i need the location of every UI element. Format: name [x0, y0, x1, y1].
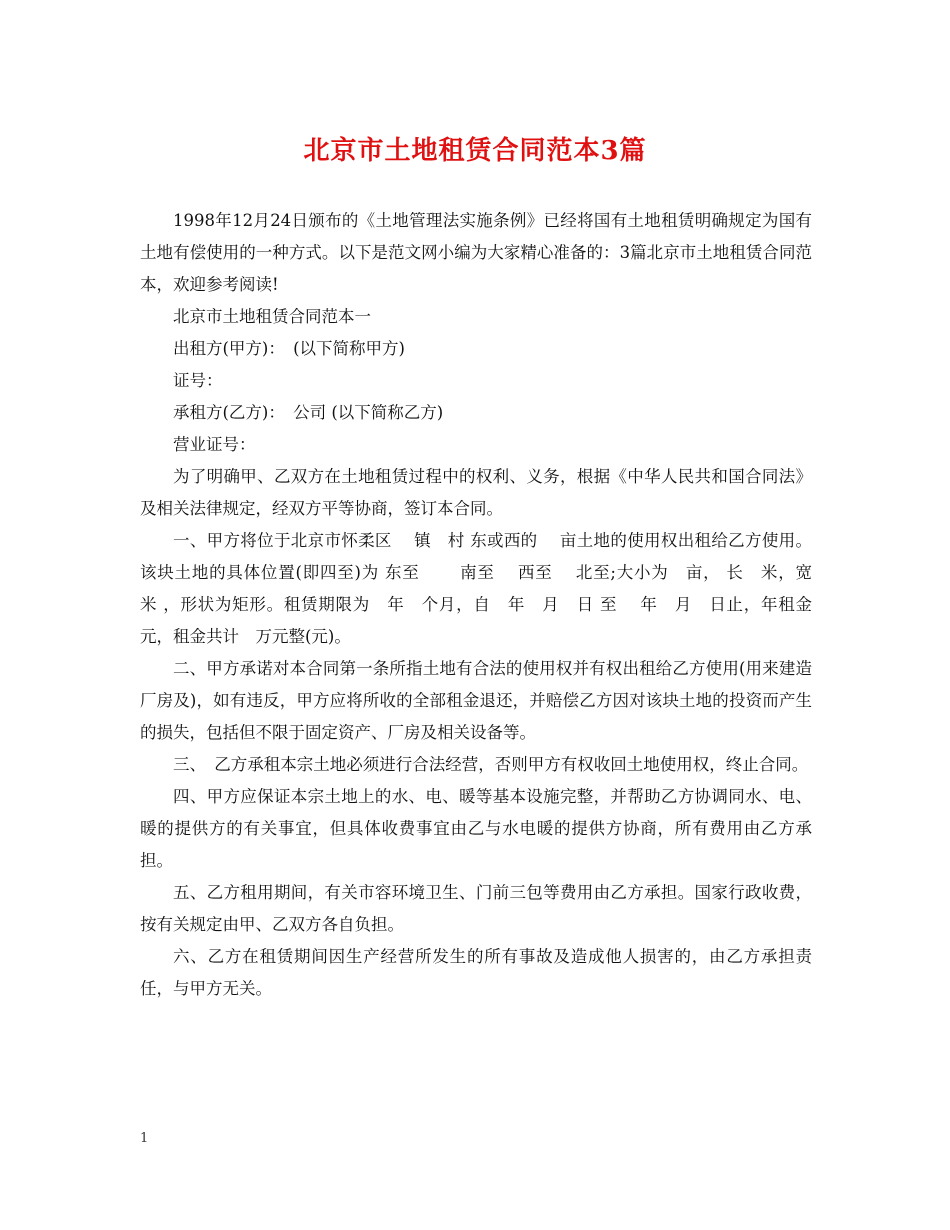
clause-1: 一、甲方将位于北京市怀柔区 镇 村 东或西的 亩土地的使用权出租给乙方使用。该块土地的具体位置(即四至)为 东至 南至 西至 北至;大小为 亩， 长 米，宽 米 ，形状为矩形。租赁期限为 年 个月，自 年 月 日 至 年 月 日止，年租金元，租金共计 万元整(元)。: [140, 531, 834, 646]
clause-2: 二、甲方承诺对本合同第一条所指土地有合法的使用权并有权出租给乙方使用(用来建造厂房及)，如有违反，甲方应将所收的全部租金退还，并赔偿乙方因对该块土地的投资而产生的损失，包括但不限于固定资产、厂房及相关设备等。: [140, 659, 812, 742]
business-license-line: 营业证号：: [173, 435, 256, 454]
page-number: 1: [140, 1131, 149, 1146]
document-title: 北京市土地租赁合同范本3篇: [303, 136, 647, 166]
document-body: [140, 205, 834, 1005]
clause-6: 六、乙方在租赁期间因生产经营所发生的所有事故及造成他人损害的，由乙方承担责任，与甲方无关。: [140, 947, 812, 998]
clause-3: 三、 乙方承租本宗土地必须进行合法经营，否则甲方有权收回土地使用权，终止合同。: [173, 755, 809, 774]
certificate-number-line: 证号：: [173, 371, 223, 390]
contract-heading: 北京市土地租赁合同范本一: [173, 307, 371, 326]
intro-paragraph: 1998年12月24日颁布的《土地管理法实施条例》已经将国有土地租赁明确规定为国有土地有偿使用的一种方式。以下是范文网小编为大家精心准备的：3篇北京市土地租赁合同范本，欢迎参考阅读!: [140, 211, 812, 294]
preamble-paragraph: 为了明确甲、乙双方在土地租赁过程中的权利、义务，根据《中华人民共和国合同法》及相关法律规定，经双方平等协商，签订本合同。: [140, 467, 812, 518]
clause-5: 五、乙方租用期间，有关市容环境卫生、门前三包等费用由乙方承担。国家行政收费，按有关规定由甲、乙双方各自负担。: [140, 883, 812, 934]
lessor-line: 出租方(甲方)： (以下简称甲方): [173, 339, 405, 358]
clause-4: 四、甲方应保证本宗土地上的水、电、暖等基本设施完整，并帮助乙方协调同水、电、暖的提供方的有关事宜，但具体收费事宜由乙与水电暖的提供方协商，所有费用由乙方承担。: [140, 787, 812, 870]
lessee-line: 承租方(乙方)： 公司 (以下简称乙方): [173, 403, 444, 422]
